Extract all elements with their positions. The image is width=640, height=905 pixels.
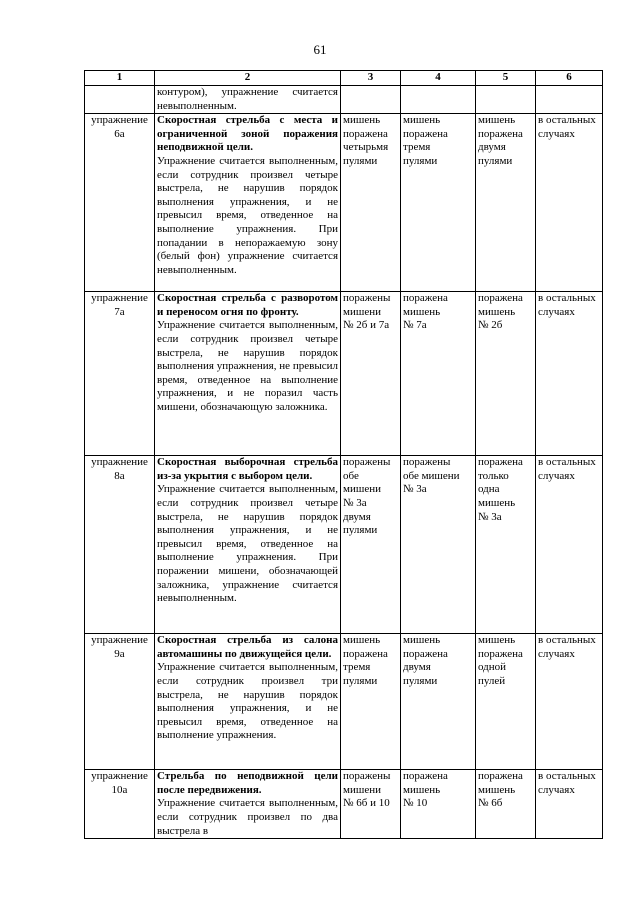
header-row	[85, 71, 603, 86]
criterion-satisfactory: поражена только одна мишень № 3а	[476, 456, 536, 634]
exercise-text: Упражнение считается выполненным, если сотрудник произвел четыре выстрела, не нарушив порядок выполнения упражнения, не превысил время, отведенное на выполнение упражнения, и не поразил часть мишени, обозначающую заложника.	[157, 319, 338, 413]
exercise-title: Скоростная стрельба с места и ограниченной зоной поражения неподвижной цели.	[157, 114, 338, 154]
column-header-5: 5	[476, 71, 536, 86]
page-number: 61	[313, 42, 327, 57]
exercise-description	[155, 292, 341, 456]
exercise-title: Скоростная стрельба с разворотом и переносом огня по фронту.	[157, 292, 338, 318]
column-header-3: 3	[341, 71, 401, 86]
continuation-cell-empty	[536, 86, 603, 114]
criterion-excellent: поражены мишени № 2б и 7а	[341, 292, 401, 456]
exercise-description	[155, 770, 341, 839]
table-row	[85, 456, 603, 634]
criterion-satisfactory: мишень поражена двумя пулями	[476, 114, 536, 292]
exercise-text: Упражнение считается выполненным, если сотрудник произвел четыре выстрела, не нарушив порядок выполнения упражнения, и не превысил время, отведенное на выполнение упражнения. При попадании в непоражаемую зону (белый фон) упражнение считается невыполненным.	[157, 154, 338, 276]
exercise-description	[155, 114, 341, 292]
criterion-unsatisfactory: в остальных случаях	[536, 456, 603, 634]
exercise-text: Упражнение считается выполненным, если сотрудник произвел три выстрела, не нарушив порядок выполнения упражнения, и не превысил время, отведенное на выполнение упражнения.	[157, 661, 338, 742]
column-header-2: 2	[155, 71, 341, 86]
continuation-cell-empty	[476, 86, 536, 114]
continuation-row	[85, 86, 603, 114]
exercise-text: Упражнение считается выполненным, если сотрудник произвел по два выстрела в	[157, 797, 338, 837]
criterion-unsatisfactory: в остальных случаях	[536, 114, 603, 292]
criterion-good: мишень поражена тремя пулями	[401, 114, 476, 292]
criterion-satisfactory: поражена мишень № 6б	[476, 770, 536, 839]
criterion-satisfactory: поражена мишень № 2б	[476, 292, 536, 456]
table-row	[85, 770, 603, 839]
criterion-excellent: поражены мишени № 6б и 10	[341, 770, 401, 839]
criterion-good: поражены обе мишени № 3а	[401, 456, 476, 634]
continuation-cell-empty	[85, 86, 155, 114]
column-header-6: 6	[536, 71, 603, 86]
exercise-description	[155, 456, 341, 634]
column-header-1: 1	[85, 71, 155, 86]
exercise-title: Скоростная стрельба из салона автомашины по движущейся цели.	[157, 634, 338, 660]
criterion-excellent: поражены обе мишени № 3а двумя пулями	[341, 456, 401, 634]
exercise-number: упражнение 9а	[85, 634, 155, 770]
exercise-number: упражнение 6а	[85, 114, 155, 292]
criterion-unsatisfactory: в остальных случаях	[536, 634, 603, 770]
column-header-4: 4	[401, 71, 476, 86]
continuation-cell-empty	[401, 86, 476, 114]
continuation-cell-empty	[341, 86, 401, 114]
criterion-unsatisfactory: в остальных случаях	[536, 292, 603, 456]
continuation-text: контуром), упражнение считается невыполненным.	[155, 86, 341, 114]
table-row	[85, 292, 603, 456]
criterion-excellent: мишень поражена четырьмя пулями	[341, 114, 401, 292]
exercise-title: Стрельба по неподвижной цели после передвижения.	[157, 770, 338, 796]
table-row	[85, 634, 603, 770]
exercise-title: Скоростная выборочная стрельба из-за укрытия с выбором цели.	[157, 456, 338, 482]
exercise-number: упражнение 7а	[85, 292, 155, 456]
scoring-table	[84, 70, 603, 839]
criterion-excellent: мишень поражена тремя пулями	[341, 634, 401, 770]
criterion-good: мишень поражена двумя пулями	[401, 634, 476, 770]
criterion-good: поражена мишень № 7а	[401, 292, 476, 456]
exercise-number: упражнение 8а	[85, 456, 155, 634]
criterion-good: поражена мишень № 10	[401, 770, 476, 839]
exercise-text: Упражнение считается выполненным, если сотрудник произвел четыре выстрела, не нарушив порядок выполнения упражнения, и не превысил время, отведенное на выполнение упражнения. При поражении мишени, обозначающей заложника, упражнение считается невыполненным.	[157, 483, 338, 605]
exercise-number: упражнение 10а	[85, 770, 155, 839]
criterion-satisfactory: мишень поражена одной пулей	[476, 634, 536, 770]
criterion-unsatisfactory: в остальных случаях	[536, 770, 603, 839]
exercise-description	[155, 634, 341, 770]
table-row	[85, 114, 603, 292]
